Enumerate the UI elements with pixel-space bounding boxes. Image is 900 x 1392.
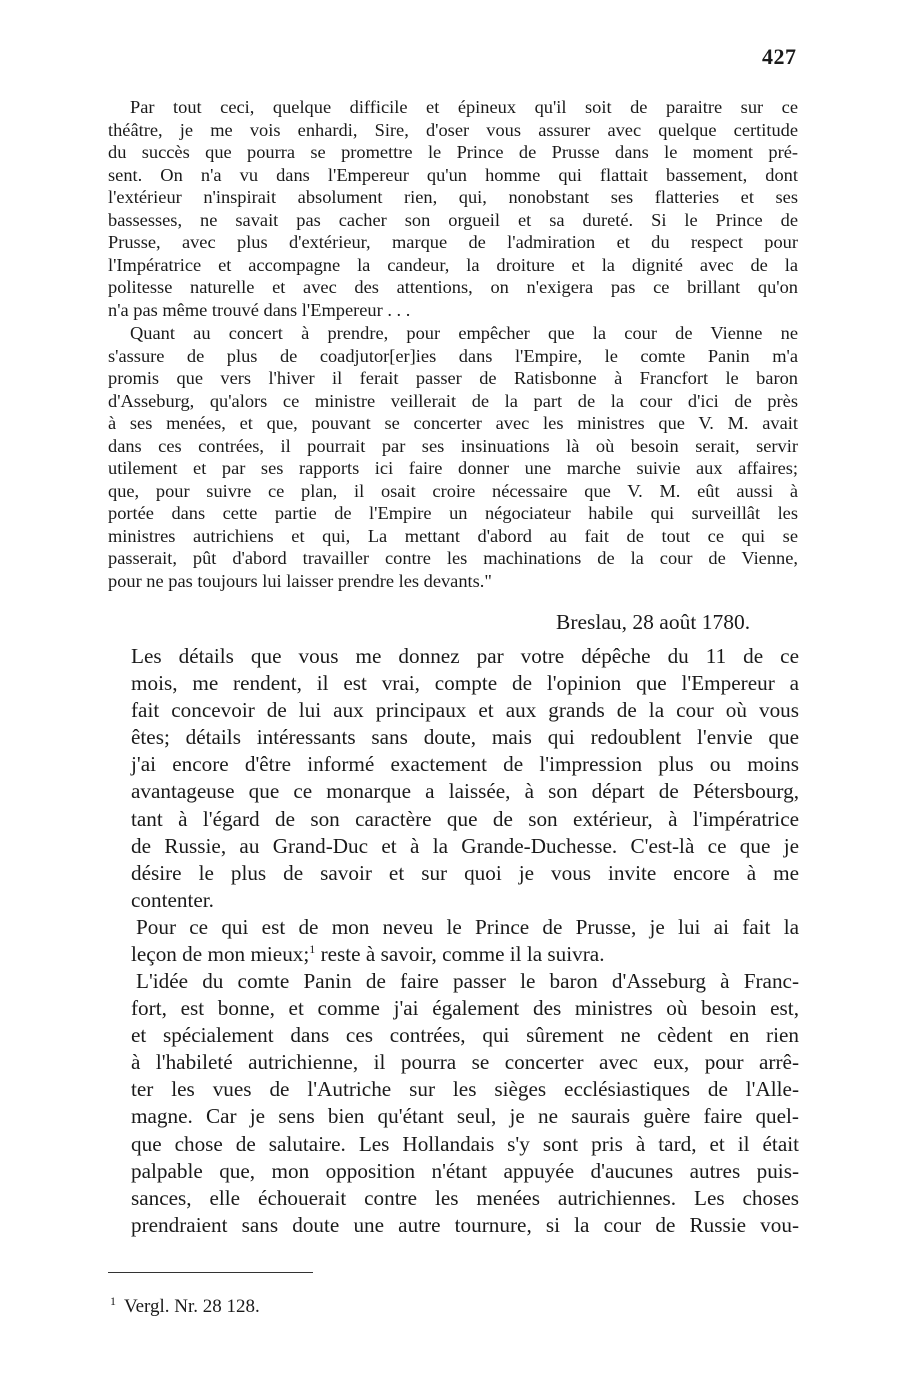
text-line: ter les vues de l'Autriche sur les sièges ecclésiastiques de l'Alle- xyxy=(131,1077,799,1102)
text-line: passerait, pût d'abord travailler contre les machinations de la cour de Vienne, xyxy=(108,548,798,568)
footnote-divider xyxy=(108,1272,313,1273)
text-line: mois, me rendent, il est vrai, compte de l'opinion que l'Empereur a xyxy=(131,671,799,696)
letter-paragraph-1 xyxy=(131,643,799,914)
text-line: Pour ce qui est de mon neveu le Prince de Prusse, je lui ai fait la xyxy=(136,915,799,939)
text-line: théâtre, je me vois enhardi, Sire, d'oser vous assurer avec quelque certitude xyxy=(108,119,798,140)
text-line: du succès que pourra se promettre le Prince de Prusse dans le moment pré- xyxy=(108,142,798,162)
text-line: magne. Car je sens bien qu'étant seul, je ne saurais guère faire quel- xyxy=(131,1104,799,1129)
text-line: ministres autrichiens et qui, La mettant d'abord au fait de tout ce qui se xyxy=(108,525,798,546)
text-line: politesse naturelle et avec des attentions, on n'exigera pas ce brillant qu'on xyxy=(108,277,798,297)
text-line: à ses menées, et que, pouvant se concerter avec les ministres que V. M. avait xyxy=(108,413,798,433)
text-line: Par tout ceci, quelque difficile et épineux qu'il soit de paraitre sur ce xyxy=(130,97,798,117)
text-line: prendraient sans doute une autre tournure, si la cour de Russie vou- xyxy=(131,1212,799,1237)
letter-paragraph-2 xyxy=(131,914,799,968)
text-line: contenter. xyxy=(131,887,214,912)
text-fragment: leçon de mon mieux; xyxy=(131,942,310,967)
text-fragment: reste à savoir, comme il la suivra. xyxy=(315,942,605,967)
quoted-paragraph-1 xyxy=(108,96,798,321)
text-line: sent. On n'a vu dans l'Empereur qu'un homme qui flattait bassement, dont xyxy=(108,164,798,185)
text-line: sances, elle échouerait contre les menées autrichiennes. Les choses xyxy=(131,1185,799,1210)
text-line: d'Asseburg, qu'alors ce ministre veillerait de la part de la cour d'ici de près xyxy=(108,390,798,411)
text-line: Prusse, avec plus d'extérieur, marque de l'admiration et du respect pour xyxy=(108,232,798,252)
text-line: Les détails que vous me donnez par votre dépêche du 11 de ce xyxy=(131,644,799,668)
text-line: j'ai encore d'être informé exactement de l'impression plus ou moins xyxy=(131,752,799,777)
text-line: L'idée du comte Panin de faire passer le baron d'Asseburg à Franc- xyxy=(136,969,799,993)
text-line: bassesses, ne savait pas cacher son orgueil et sa dureté. Si le Prince de xyxy=(108,209,798,230)
text-line: n'a pas même trouvé dans l'Empereur . . . xyxy=(108,299,411,320)
text-line: dans ces contrées, il pourrait par ses insinuations là où besoin serait, servir xyxy=(108,435,798,456)
footnote-text: Vergl. Nr. 28 128. xyxy=(124,1296,260,1317)
text-line: Quant au concert à prendre, pour empêcher que la cour de Vienne ne xyxy=(130,323,798,343)
text-line: que, pour suivre ce plan, il osait croire nécessaire que V. M. eût aussi à xyxy=(108,480,798,501)
text-line: promis que vers l'hiver il ferait passer de Ratisbonne à Francfort le baron xyxy=(108,368,798,388)
footnote-marker: 1 xyxy=(110,1294,116,1308)
text-line: fait concevoir de lui aux principaux et aux grands de la cour où vous xyxy=(131,698,799,723)
text-line: fort, est bonne, et comme j'ai également des ministres où besoin est, xyxy=(131,996,799,1021)
quoted-paragraph-2 xyxy=(108,322,798,592)
text-line: désire le plus de savoir et sur quoi je vous invite encore à me xyxy=(131,860,799,885)
letter-dateline: Breslau, 28 août 1780. xyxy=(556,610,751,634)
text-line: palpable que, mon opposition n'étant appuyée d'aucunes autres puis- xyxy=(131,1158,799,1183)
text-line: avantageuse que ce monarque a laissée, à son départ de Pétersbourg, xyxy=(131,779,799,804)
footnote xyxy=(110,1296,260,1318)
text-line: pour ne pas toujours lui laisser prendre les devants." xyxy=(108,570,492,591)
text-line: l'Impératrice et accompagne la candeur, la droiture et la dignité avec de la xyxy=(108,254,798,275)
text-line: l'extérieur n'inspirait absolument rien, qui, nonobstant ses flatteries et ses xyxy=(108,187,798,207)
text-line: que chose de salutaire. Les Hollandais s'y sont pris à tard, et il était xyxy=(131,1131,799,1156)
text-line: tant à l'égard de son caractère que de son extérieur, à l'impératrice xyxy=(131,806,799,831)
text-line: et spécialement dans ces contrées, qui sûrement ne cèdent en rien xyxy=(131,1023,799,1048)
text-line: à l'habileté autrichienne, il pourra se concerter avec eux, pour arrê- xyxy=(131,1050,799,1075)
text-line: portée dans cette partie de l'Empire un négociateur habile qui surveillât les xyxy=(108,503,798,523)
text-line: de Russie, au Grand-Duc et à la Grande-Duchesse. C'est-là ce que je xyxy=(131,833,799,858)
text-line: s'assure de plus de coadjutor[er]ies dans l'Empire, le comte Panin m'a xyxy=(108,345,798,366)
footnote-reference: 1 xyxy=(309,942,316,957)
page-number: 427 xyxy=(762,44,797,69)
letter-paragraph-3 xyxy=(131,968,799,1239)
text-line: utilement et par ses rapports ici faire donner une marche suivie aux affaires; xyxy=(108,458,798,478)
text-line: êtes; détails intéressants sans doute, mais qui redoublent l'envie que xyxy=(131,725,799,750)
text-line xyxy=(131,941,799,968)
